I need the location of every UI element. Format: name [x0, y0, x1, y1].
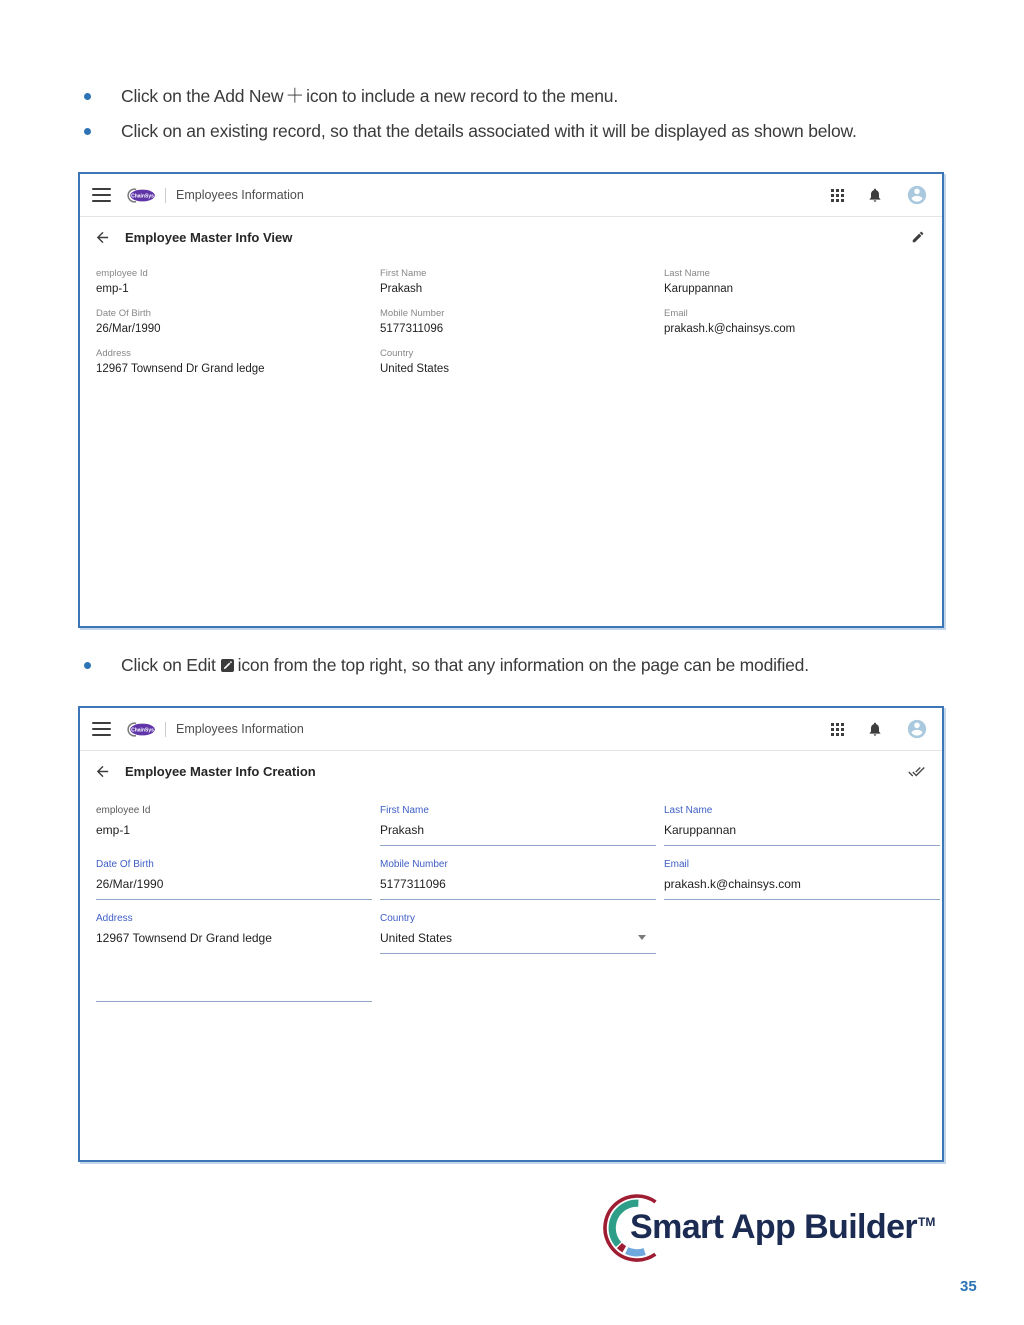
user-avatar[interactable]: [906, 718, 928, 740]
field-country: [380, 348, 656, 388]
user-avatar[interactable]: [906, 184, 928, 206]
field-address: [96, 348, 372, 388]
instruction-text-post: icon to include a new record to the menu.: [306, 86, 619, 106]
field-label: Country: [380, 348, 414, 359]
field-email: [664, 859, 940, 913]
email-input[interactable]: prakash.k@chainsys.com: [664, 875, 940, 900]
edit-pencil-icon[interactable]: [911, 230, 925, 244]
field-label: Last Name: [664, 268, 710, 279]
hamburger-menu-icon[interactable]: [92, 722, 111, 736]
first-name-input[interactable]: Prakash: [380, 821, 656, 846]
field-date-of-birth: [96, 308, 372, 348]
bullet-dot: [84, 93, 91, 100]
field-label: Mobile Number: [380, 859, 448, 870]
address-textarea[interactable]: 12967 Townsend Dr Grand ledge: [96, 929, 372, 1002]
chainsys-logo-text: ChainSys: [131, 192, 154, 199]
field-mobile-number: [380, 859, 656, 913]
instruction-text: [121, 84, 618, 109]
notifications-bell-icon[interactable]: [867, 721, 883, 737]
field-employee-id: [96, 805, 372, 859]
chainsys-logo-text: ChainSys: [131, 726, 154, 733]
field-label: Email: [664, 859, 690, 870]
instruction-text-pre: Click on the Add New: [121, 86, 284, 106]
page-header: [80, 217, 942, 257]
field-first-name: [380, 805, 656, 859]
instruction-list: [84, 84, 984, 154]
field-mobile-number: [380, 308, 656, 348]
notifications-bell-icon[interactable]: [867, 187, 883, 203]
add-new-plus-icon: ＋: [285, 86, 305, 107]
country-select[interactable]: [380, 929, 656, 954]
list-item: [84, 653, 984, 678]
country-selected-value: United States: [380, 931, 453, 945]
field-address: [96, 913, 372, 967]
field-last-name: [664, 805, 940, 859]
instruction-text: Click on an existing record, so that the details associated with it will be displayed as shown below.: [121, 121, 857, 141]
last-name-input[interactable]: Karuppannan: [664, 821, 940, 846]
field-first-name: [380, 268, 656, 308]
field-label: Address: [96, 348, 131, 359]
app-bar: [80, 708, 942, 751]
logo-text: Smart App Builder: [630, 1208, 918, 1246]
field-date-of-birth: [96, 859, 372, 913]
record-form-fields: [96, 805, 930, 967]
page-number: 35: [960, 1278, 977, 1295]
field-label: Last Name: [664, 805, 713, 816]
field-label: Country: [380, 913, 416, 924]
chainsys-logo: [123, 187, 157, 204]
save-done-all-icon[interactable]: [908, 763, 925, 780]
field-label: Email: [664, 308, 688, 319]
mobile-number-input[interactable]: 5177311096: [380, 875, 656, 900]
field-value: prakash.k@chainsys.com: [664, 323, 796, 335]
bullet-dot: [84, 128, 91, 135]
field-label: Date Of Birth: [96, 859, 154, 870]
field-label: First Name: [380, 268, 427, 279]
back-arrow-icon[interactable]: [94, 763, 111, 780]
divider: [165, 188, 166, 203]
trademark-symbol: TM: [918, 1214, 936, 1229]
field-label: employee Id: [96, 805, 151, 816]
list-item: [84, 84, 984, 109]
field-label: Date Of Birth: [96, 308, 151, 319]
field-last-name: [664, 268, 940, 308]
field-label: employee Id: [96, 268, 148, 279]
field-value: Prakash: [380, 283, 423, 295]
app-title: Employees Information: [176, 188, 304, 202]
page-header: [80, 751, 942, 791]
field-value: emp-1: [96, 283, 129, 295]
bullet-dot: [84, 662, 91, 669]
field-value: Karuppannan: [664, 283, 734, 295]
instruction-text-post: icon from the top right, so that any information on the page can be modified.: [237, 655, 809, 675]
app-title: Employees Information: [176, 722, 304, 736]
chevron-down-icon: [638, 935, 646, 940]
instruction-text-pre: Click on Edit: [121, 655, 216, 675]
divider: [165, 722, 166, 737]
date-of-birth-input[interactable]: 26/Mar/1990: [96, 875, 372, 900]
instruction-text: [121, 653, 809, 678]
page-title: Employee Master Info Creation: [125, 763, 316, 779]
field-value: 12967 Townsend Dr Grand ledge: [96, 363, 265, 375]
page-title: Employee Master Info View: [125, 229, 293, 245]
field-employee-id: [96, 268, 372, 308]
field-country: [380, 913, 656, 967]
field-label: Mobile Number: [380, 308, 445, 319]
field-label: First Name: [380, 805, 429, 816]
field-value: United States: [380, 363, 450, 375]
smart-app-builder-logo: [597, 1186, 977, 1272]
employee-id-input: emp-1: [96, 823, 131, 837]
field-value: 26/Mar/1990: [96, 323, 161, 335]
apps-grid-icon[interactable]: [831, 189, 844, 202]
app-bar: [80, 174, 942, 217]
smart-app-builder-wordmark: [630, 1208, 935, 1247]
chainsys-logo: [123, 721, 157, 738]
apps-grid-icon[interactable]: [831, 723, 844, 736]
back-arrow-icon[interactable]: [94, 229, 111, 246]
screenshot-view-screen: [78, 172, 944, 628]
record-fields: [96, 268, 930, 388]
field-email: [664, 308, 940, 348]
list-item: [84, 119, 984, 144]
hamburger-menu-icon[interactable]: [92, 188, 111, 202]
edit-icon: [221, 659, 234, 672]
screenshot-edit-screen: [78, 706, 944, 1162]
field-label: Address: [96, 913, 133, 924]
field-value: 5177311096: [380, 323, 444, 335]
